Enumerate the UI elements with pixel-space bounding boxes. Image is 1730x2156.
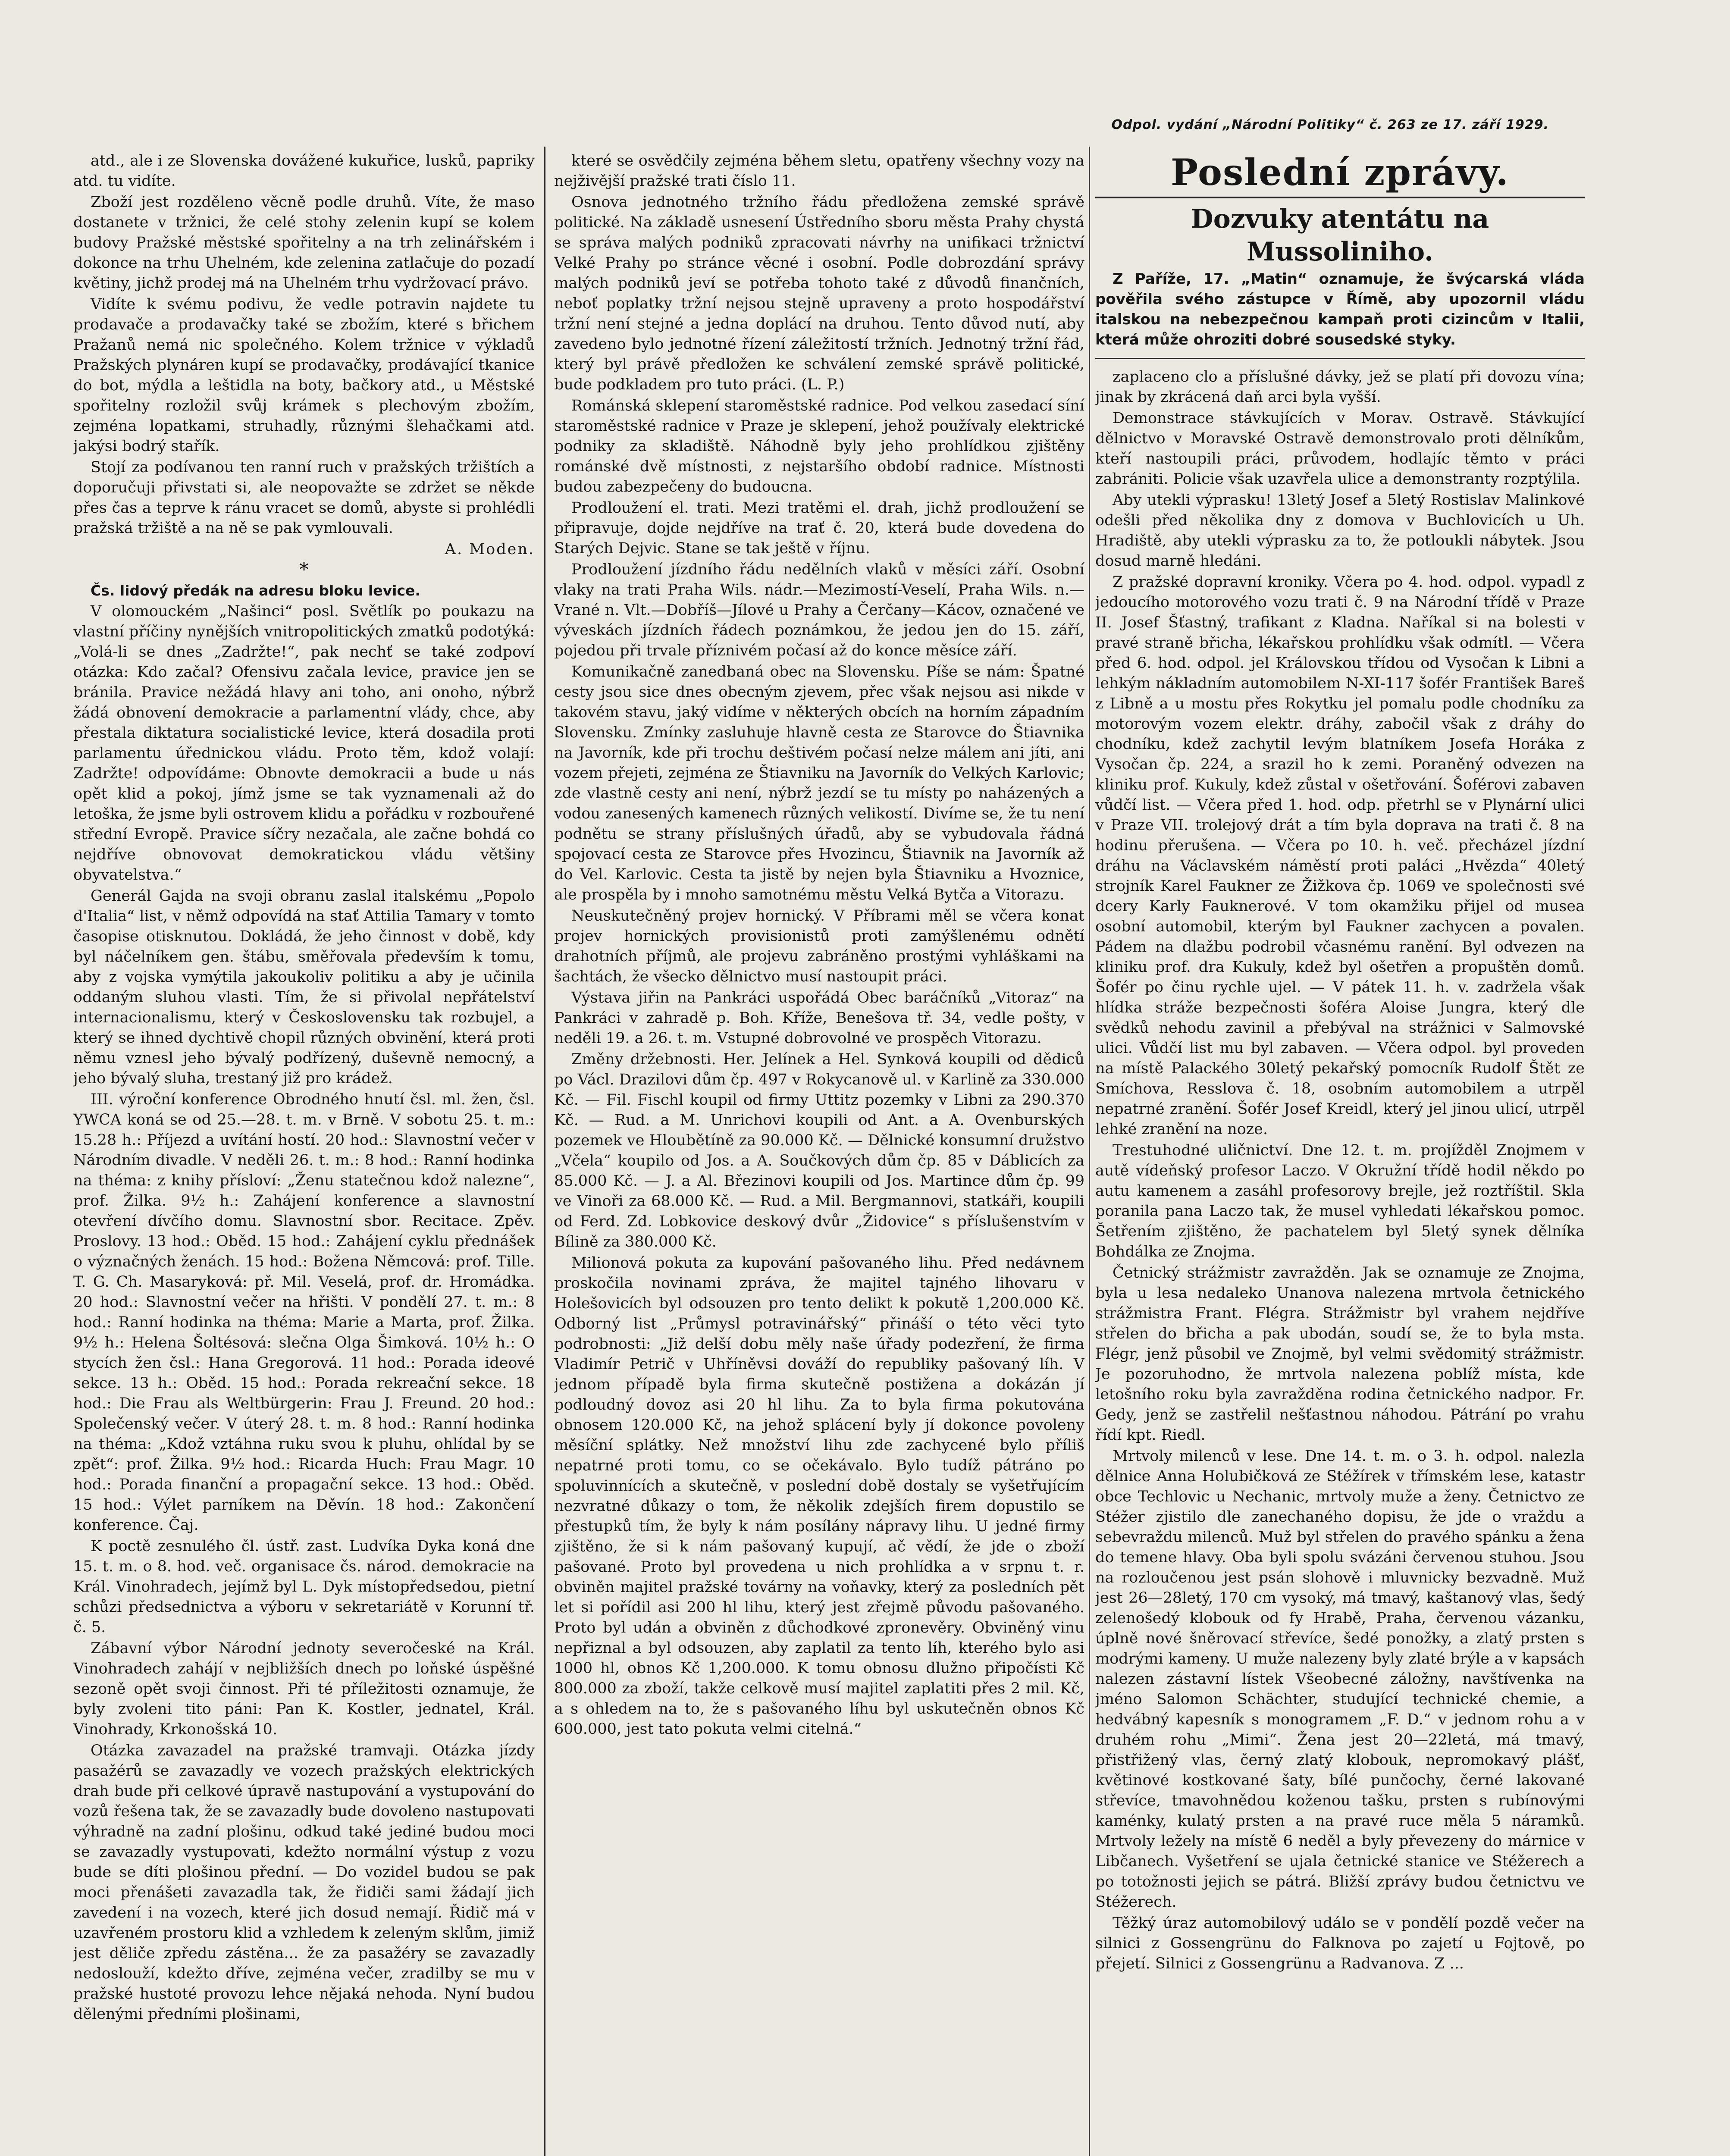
paragraph: Komunikačně zanedbaná obec na Slovensku. Píše se nám: Špatné cesty jsou sice dnes obecným zjevem, přec však nejsou asi nikde v takovém stavu, jaký vidíme v některých obcích na horním západním Slovensku. Zmínky zasluhuje hlavně cesta ze Starovce do Štiavnika na Javorník, kde při trochu deštivém počasí nelze málem ani jíti, ani vozem přejeti, zejména ze Štiavniku na Javorník do Velkých Karlovic; zde vlastně cesty ani není, nýbrž jezdí se tu místy po naházených a vodou zanesených kamenech různých velikostí. Divíme se, že tu není podnětu se strany příslušných úřadů, aby se vybudovala řádná spojovací cesta ze Starovce přes Hvozincu, Štiavnik na Javorník až do Vel. Karlovic. Cesta ta jistě by nejen byla Štiavniku a Hvoznice, ale prospěla by i mnoho samotnému městu Velká Bytča a Vitorazu.: [554, 663, 1084, 903]
paragraph: zaplaceno clo a příslušné dávky, jež se platí při dovozu vína; jinak by zkrácená daň arci byla vyšší.: [1095, 368, 1585, 406]
paragraph: Zboží jest rozděleno věcně podle druhů. Víte, že maso dostanete v tržnici, že celé stohy zelenin kupí se kolem budovy Pražské městské spořitelny a na trh zelinářském i dokonce na trhu Uhelném, kde zelenina zatlačuje do pozadí květiny, jichž prodej má na Uhelném trhu vydržovací právo.: [73, 194, 535, 292]
paragraph: Aby utekli výprasku! 13letý Josef a 5letý Rostislav Malinkové odešli před několika dny z domova v Buchlovicích u Uh. Hradiště, aby utekli výprasku za to, že potloukli nábytek. Jsou dosud marně hledáni.: [1095, 492, 1585, 570]
paragraph: Románská sklepení staroměstské radnice. Pod velkou zasedací síní staroměstské radnice v Praze je sklepení, jehož používaly elektrické podniky za skladiště. Náhodně byly jeho prohlídkou zjištěny románské dvě místnosti, z nejstaršího období radnice. Místnosti budou zabezpečeny do budoucna.: [554, 397, 1084, 495]
section-masthead: Poslední zprávy.: [1095, 151, 1585, 198]
column-divider: [544, 147, 545, 2156]
article-heading: Čs. lidový předák na adresu bloku levice.: [91, 582, 420, 599]
paragraph: Z pražské dopravní kroniky. Včera po 4. hod. odpol. vypadl z jedoucího motorového vozu trati č. 9 na Národní třídě v Praze II. Josef Šťastný, trafikant z Kladna. Naříkal si na bolesti v pravé straně břicha, lékařskou prohlídku však odmítl. — Včera před 6. hod. odpol. jel Královskou třídou od Vysočan k Libni a lehkým nákladním automobilem N-XI-117 šofér František Bareš z Libně a u mostu přes Rokytku jel pomalu podle chodníku za motorovým vozem elektr. dráhy, zabočil však z dráhy do chodníku, kdež zachytil levým blatníkem Josefa Horáka z Vysočan čp. 224, a srazil ho k zemi. Poraněný odvezen na kliniku prof. Kukuly, kdež zůstal v ošetřování. Šoférovi zabaven vůdčí list. — Včera před 1. hod. odp. přetrhl se v Plynární ulici v Praze VII. trolejový drát a tím byla doprava na trati č. 8 na hodinu přerušena. — Včera po 10. h. več. přecházel jízdní dráhu na Václavském náměstí proti paláci „Hvězda“ 40letý strojník Karel Faukner ze Žižkova čp. 1069 ve společnosti své dcery Karly Fauknerové. V tom okamžiku přijel od musea osobní automobil, kterým byl Faukner zachycen a povalen. Pádem na dlažbu podrobil včasnému ranění. Byl odvezen na kliniku prof. dra Kukuly, kdež byl ošetřen a propuštěn domů. Šofér po činu rychle ujel. — V pátek 11. h. v. zadržela však hlídka stráže bezpečnosti šoféra Aloise Jungra, který dle svědků nehodu zavinil a přebýval na strážnici v Salmovské ulici. Vůdčí list mu byl zabaven. — Včera odpol. byl proveden na místě Palackého 30letý pekařský pomocník Rudolf Štět ze Smíchova, Resslova č. 18, osobním automobilem a utrpěl nepatrné zranění. Šofér Josef Kreidl, který jel jinou ulicí, utrpěl lehké zranění na noze.: [1095, 573, 1585, 1138]
paragraph: Vidíte k svému podivu, že vedle potravin najdete tu prodavače a prodavačky také se zbožím, které s břichem Pražanů nemá nic společného. Kolem tržnice v výkladů Pražských plynáren kupí se prodavačky, prodávající tkanice do bot, mýdla a leštidla na boty, bačkory atd., u Městské spořitelny rozložil svůj krámek s plechovým zbožím, zejména lopatkami, struhadly, různými šlehačkami atd. jakýsi bodrý stařík.: [73, 296, 535, 455]
paragraph: Zábavní výbor Národní jednoty severočeské na Král. Vinohradech zahájí v nejbližších dnech po loňské úspěšné sezoně opět svoji činnost. Při té příležitosti oznamuje, že byly zvoleni tito páni: Pan K. Kostler, jednatel, Král. Vinohrady, Krkonošská 10.: [73, 1640, 535, 1738]
paragraph: Změny držebnosti. Her. Jelínek a Hel. Synková koupili od dědiců po Václ. Drazilovi dům čp. 497 v Rokycanově ul. v Karlině za 330.000 Kč. — Fil. Fischl koupil od firmy Uttitz pozemky v Libni za 290.370 Kč. — Rud. a M. Unrichovi koupili od Ant. a A. Ovenburských pozemek ve Hloubětíně za 90.000 Kč. — Dělnické konsumní družstvo „Včela“ koupilo od Jos. a A. Součkových dům čp. 85 v Dáblicích za 85.000 Kč. — J. a Al. Březinovi koupili od Jos. Martince dům čp. 99 ve Vinoři za 68.000 Kč. — Rud. a Mil. Bergmannovi, statkáři, koupili od Ferd. Zd. Lobkovice deskový dvůr „Židovice“ s příslušenstvím v Bílině za 380.000 Kč.: [554, 1051, 1084, 1250]
column-right: [1095, 151, 1585, 2156]
paragraph: Generál Gajda na svoji obranu zaslal italskému „Popolo d'Italia“ list, v němž odpovídá na stať Attilia Tamary v tomto časopise otisknutou. Dokládá, že jeho činnost v době, kdy byl náčelníkem gen. štábu, směřovala především k tomu, aby z vojska vymýtila jakoukoliv politiku a aby je učinila oddaným sluhou vlasti. Tím, že si přivolal nepřátelství internacionalismu, který v Československu tak rozbujel, a který se ihned dychtivě chopil různých obvinění, která proti němu vznesl jeho bývalý podřízený, duševně nemocný, a jeho bývalý sluha, trestaný již pro krádež.: [73, 887, 535, 1087]
paragraph: Milionová pokuta za kupování pašovaného lihu. Před nedávnem proskočila novinami zpráva, že majitel tajného lihovaru v Holešovicích byl odsouzen pro tento delikt k pokutě 1,200.000 Kč. Odborný list „Průmysl potravinářský“ přináší o této věci tyto podrobnosti: „Již delší dobu měly naše úřady podezření, že firma Vladimír Petrič v Uhříněvsi dováží do republiky pašovaný líh. V jednom případě byla firma skutečně postižena a dokázán jí podloudný dovoz asi 20 hl lihu. Za to byla firma pokutována obnosem 120.000 Kč, na jehož splácení byly jí dokonce povoleny měsíční splátky. Než množství lihu zde zachycené bylo příliš nepatrné proti tomu, co se očekávalo. Bylo tudíž pátráno po spoluvinnících a skutečně, v poslední době dostaly se vyšetřujícím nezvratné důkazy o tom, že několik zdejších firem dopustilo se přestupků tím, že byly k nám posílány nápravy lihu. U jedné firmy zjištěno, že si k nám pašovaný kupují, ač vědí, že jde o zboží pašované. Proto byl provedena u nich prohlídka a v srpnu t. r. obviněn majitel pražské továrny na voňavky, který za posledních pět let si pořídil asi 200 hl lihu, který jest zřejmě původu pašovaného. Proto byl udán a obviněn z důchodkové zpronevěry. Obviněný vinu nepřiznal a byl odsouzen, aby zaplatil za tento líh, kterého bylo asi 1000 hl, obnos Kč 1,200.000. K tomu obnosu dlužno připočísti Kč 800.000 za zboží, takže celkově musí majitel zaplatiti přes 2 mil. Kč, a s ohledem na to, že s pašovaného líhu byl uskutečněn obnos Kč 600.000, jest tato pokuta velmi citelná.“: [554, 1254, 1084, 1738]
paragraph: Výstava jiřin na Pankráci uspořádá Obec baráčníků „Vitoraz“ na Pankráci v zahradě p. Boh. Kříže, Benešova tř. 34, vedle pošty, v neděli 19. a 26. t. m. Vstupné dobrovolné ve prospěch Vitorazu.: [554, 989, 1084, 1047]
paragraph: Prodloužení jízdního řádu nedělních vlaků v měsíci září. Osobní vlaky na trati Praha Wils. nádr.—Mezimostí-Veselí, Praha Wils. n.—Vrané n. Vlt.—Dobříš—Jílové u Prahy a Čerčany—Kácov, označené ve výveskách jízdních řádech poznámkou, že jedou jen do 15. září, pojedou při trvale příznivém počasí až do konce měsíce září.: [554, 561, 1084, 659]
author-signature: A. Moden.: [445, 541, 535, 558]
lead-paragraph: Z Paříže, 17. „Matin“ oznamuje, že švýcarská vláda pověřila svého zástupce v Římě, aby upozornil vládu italskou na nebezpečnou kampaň proti cizincům v Italii, která může ohroziti dobré sousedské styky.: [1095, 270, 1585, 348]
paragraph: Prodloužení el. trati. Mezi tratěmi el. drah, jichž prodloužení se připravuje, dojde nejdříve na trať č. 20, která bude dovedena do Starých Dejvic. Stane se tak ještě v říjnu.: [554, 499, 1084, 557]
paragraph: Četnický strážmistr zavražděn. Jak se oznamuje ze Znojma, byla u lesa nedaleko Unanova nalezena mrtvola četnického strážmistra Frant. Flégra. Strážmistr byl vrahem nejdříve střelen do břicha a pak ubodán, soudí se, že to byla msta. Flégr, jenž působil ve Znojmě, byl velmi svědomitý strážmistr. Je pozoruhodno, že mrtvola nalezena poblíž místa, kde letošního roku byla zavražděna rodina četnického nadpor. Fr. Gedy, jenž se zastřelil nešťastnou náhodou. Pátrání po vrahu řídí kpt. Riedl.: [1095, 1264, 1585, 1444]
column-left: [73, 151, 535, 2156]
headline: Dozvuky atentátu na Mussoliniho.: [1191, 204, 1489, 267]
column-middle: [554, 151, 1084, 2156]
section-asterisk: *: [299, 559, 309, 581]
paragraph: Trestuhodné uličnictví. Dne 12. t. m. projížděl Znojmem v autě vídeňský profesor Laczo. V Okružní třídě hodil někdo po autu kamenem a zasáhl profesorovy brejle, jež roztříštil. Skla poranila pana Laczo tak, že musel vyhledati lékařskou pomoc. Šetřením zjištěno, že pachatelem byl 5letý synek dělníka Bohdálka ze Znojma.: [1095, 1142, 1585, 1260]
paragraph: Stojí za podívanou ten ranní ruch v pražských tržištích a doporučuji přivstati si, ale neopovažte se zdržet se někde přes čas a teprve k ránu vracet se domů, abyste si prohlédli pražská tržiště a na ně se pak vymlouvali.: [73, 459, 535, 537]
column-divider: [1089, 147, 1090, 2156]
paragraph: Mrtvoly milenců v lese. Dne 14. t. m. o 3. h. odpol. nalezla dělnice Anna Holubičková ze Stéžírek v třímském lese, katastr obce Techlovic u Nechanic, mrtvoly muže a ženy. Četnictvo ze Stéžer zjistilo dle zanechaného dopisu, že jde o vraždu a sebevraždu milenců. Muž byl střelen do pravého spánku a žena do temene hlavy. Oba byli spolu svázáni červenou stuhou. Jsou na rozloučenou jest psán slohově i mluvnicky bezvadně. Muž jest 26—28letý, 170 cm vysoký, má tmavý, kaštanový vlas, šedý zelenošedý klobouk od fy Hrabě, Praha, červenou vázanku, úplně nové šněrovací střevíce, šedé ponožky, a zlatý prsten s modrými kameny. U muže nalezeny byly zlaté brýle a v kapsách nalezen zástavní lístek Všeobecné záložny, navštívenka na jméno Salomon Schächter, studující technické chemie, a hedvábný kapesník s monogramem „F. D.“ v jednom rohu a v druhém rohu „Mimi“. Žena jest 20—22letá, má tmavý, přistřižený vlas, černý zlatý klobouk, nepromokavý plášť, květinové kostkované šaty, bílé punčochy, černé lakované střevíce, tmavohnědou koženou tašku, prsten s rubínovými kaménky, kulatý prsten a na pravé ruce měla 5 náramků. Mrtvoly ležely na místě 6 neděl a byly převezeny do márnice v Libčanech. Vyšetření se ujala četnické stanice ve Stéžerech a po totožnosti jejich se pátrá. Bližší zprávy budou četnictvu ve Stéžerech.: [1095, 1448, 1585, 1911]
paragraph: Osnova jednotného tržního řádu předložena zemské správě politické. Na základě usnesení Ústředního sboru města Prahy chystá se správa malých podniků zpracovati návrhy na unifikaci tržnictví Velké Prahy po stránce věcné i osobní. Podle dobrozdání správy malých podniků jeví se potřeba tohoto také z důvodů finančních, neboť poplatky tržní nejsou stejně upraveny a proto hospodářství tržní není stejné a jedna doplácí na druhou. Tento důvod nutí, aby zavedeno bylo jednotné řízení záležitostí tržních. Jednotný tržní řád, který byl právě předložen ke schválení zemské správě politické, bude podkladem pro tuto práci. (L. P.): [554, 194, 1084, 393]
paragraph: Těžký úraz automobilový událo se v pondělí pozdě večer na silnici z Gossengrünu do Falknova po zajetí u Fojtově, po přejetí. Silnici z Gossengrünu a Radvanova. Z ...: [1095, 1915, 1585, 1972]
paragraph: Demonstrace stávkujících v Morav. Ostravě. Stávkující dělnictvo v Moravské Ostravě demonstrovalo proti dělníkům, kteří nastoupili práci, průvodem, hodlajíc těmto v práci zabrániti. Policie však uzavřela ulice a demonstranty rozptýlila.: [1095, 410, 1585, 488]
paragraph: atd., ale i ze Slovenska dovážené kukuřice, lusků, papriky atd. tu vidíte.: [73, 152, 535, 190]
page-header: Odpol. vydání „Národní Politiky“ č. 263 ze 17. září 1929.: [1111, 117, 1549, 132]
paragraph: Otázka zavazadel na pražské tramvaji. Otázka jízdy pasažérů se zavazadly ve vozech pražských elektrických drah bude při celkové úpravě nastupování a vystupování do vozů řešena tak, že se zavazadly bude dovoleno nastupovati výhradně na zadní plošinu, odkud také jediné budou moci se zavazadly vystupovati, kdežto normální výstup z vozu bude se díti plošinou přední. — Do vozidel budou se pak moci přenášeti zavazadla tak, že řidiči sami žádají jich zavedení i na vozech, které jich dosud nemají. Řidič má v uzavřeném prostoru klid a vzhledem k zeleným sklům, jimiž jest děliče zpředu zástěna... že za pasažéry se zavazadly nedoslouží, kdežto dříve, zejména večer, zradilby se mu v pražské hustoté provozu lehce nějaká nehoda. Nyní budou dělenými předními plošinami,: [73, 1742, 535, 2023]
paragraph: které se osvědčily zejména během sletu, opatřeny všechny vozy na nejživější pražské trati číslo 11.: [554, 152, 1084, 190]
section-rule: [1095, 358, 1585, 359]
paragraph: K poctě zesnulého čl. ústř. zast. Ludvíka Dyka koná dne 15. t. m. o 8. hod. več. organisace čs. národ. demokracie na Král. Vinohradech, jejímž byl L. Dyk místopředsedou, pietní schůzi předsednictva a výboru v sekretariátě v Korunní tř. č. 5.: [73, 1538, 535, 1636]
paragraph: V olomouckém „Našinci“ posl. Světlík po poukazu na vlastní příčiny nynějších vnitropolitických zmatků podotýká: „Volá-li se dnes „Zadržte!“, pak nechť se také zodpoví otázka: Kdo začal? Ofensivu začala levice, pravice jen se bránila. Pravice nežádá hlavy ani toho, ani onoho, nýbrž žádá obnovení demokracie a parlamentní vlády, chce, aby přestala diktatura socialistické levice, která dosadila proti parlamentu úřednickou vládu. Proto těm, kdož volají: Zadržte! odpovídáme: Obnovte demokracii a bude u nás opět klid a pokoj, jímž jsme se tak vyznamenali až do letoška, že jsme byli ostrovem klidu a pořádku v rozbouřené střední Evropě. Pravice síčry nezačala, ale začne bohdá co nejdříve obnovovat demokratickou vládu většiny obyvatelstva.“: [73, 603, 535, 884]
paragraph: III. výroční konference Obrodného hnutí čsl. ml. žen, čsl. YWCA koná se od 25.—28. t. m. v Brně. V sobotu 25. t. m.: 15.28 h.: Příjezd a uvítání hostí. 20 hod.: Slavnostní večer v Národním divadle. V neděli 26. t. m.: 8 hod.: Ranní hodinka na théma: z knihy přísloví: „Ženu statečnou kdož nalezne“, prof. Žilka. 9½ h.: Zahájení konference a slavnostní otevření dívčího domu. Slavnostní sbor. Recitace. Zpěv. Proslovy. 13 hod.: Oběd. 15 hod.: Zahájení cyklu přednášek o význačných ženách. 15 hod.: Božena Němcová: prof. Tille. T. G. Ch. Masaryková: př. Mil. Veselá, prof. dr. Hromádka. 20 hod.: Slavnostní večer na hřišti. V pondělí 27. t. m.: 8 hod.: Ranní hodinka na théma: Marie a Marta, prof. Žilka. 9½ h.: Helena Šoltésová: slečna Olga Šimková. 10½ h.: O stycích žen čsl.: Hana Gregorová. 11 hod.: Porada ideové sekce. 13 h.: Oběd. 15 hod.: Porada rekreační sekce. 18 hod.: Die Frau als Weltbürgerin: Frau J. Freund. 20 hod.: Společenský večer. V úterý 28. t. m. 8 hod.: Ranní hodinka na théma: „Kdož vztáhna ruku svou k pluhu, ohlídal by se zpět“: prof. Žilka. 9½ hod.: Ricarda Huch: Frau Magr. 10 hod.: Porada finanční a propagační sekce. 13 hod.: Oběd. 15 hod.: Výlet parníkem na Děvín. 18 hod.: Zakončení konference. Čaj.: [73, 1091, 535, 1534]
paragraph: Neuskutečněný projev hornický. V Příbrami měl se včera konat projev hornických provisionistů proti zamýšlenému odnětí drahotních příjmů, ale projevu zabráněno prostými vyhláškami na šachtách, že všecko dělnictvo musí nastoupit práci.: [554, 907, 1084, 985]
